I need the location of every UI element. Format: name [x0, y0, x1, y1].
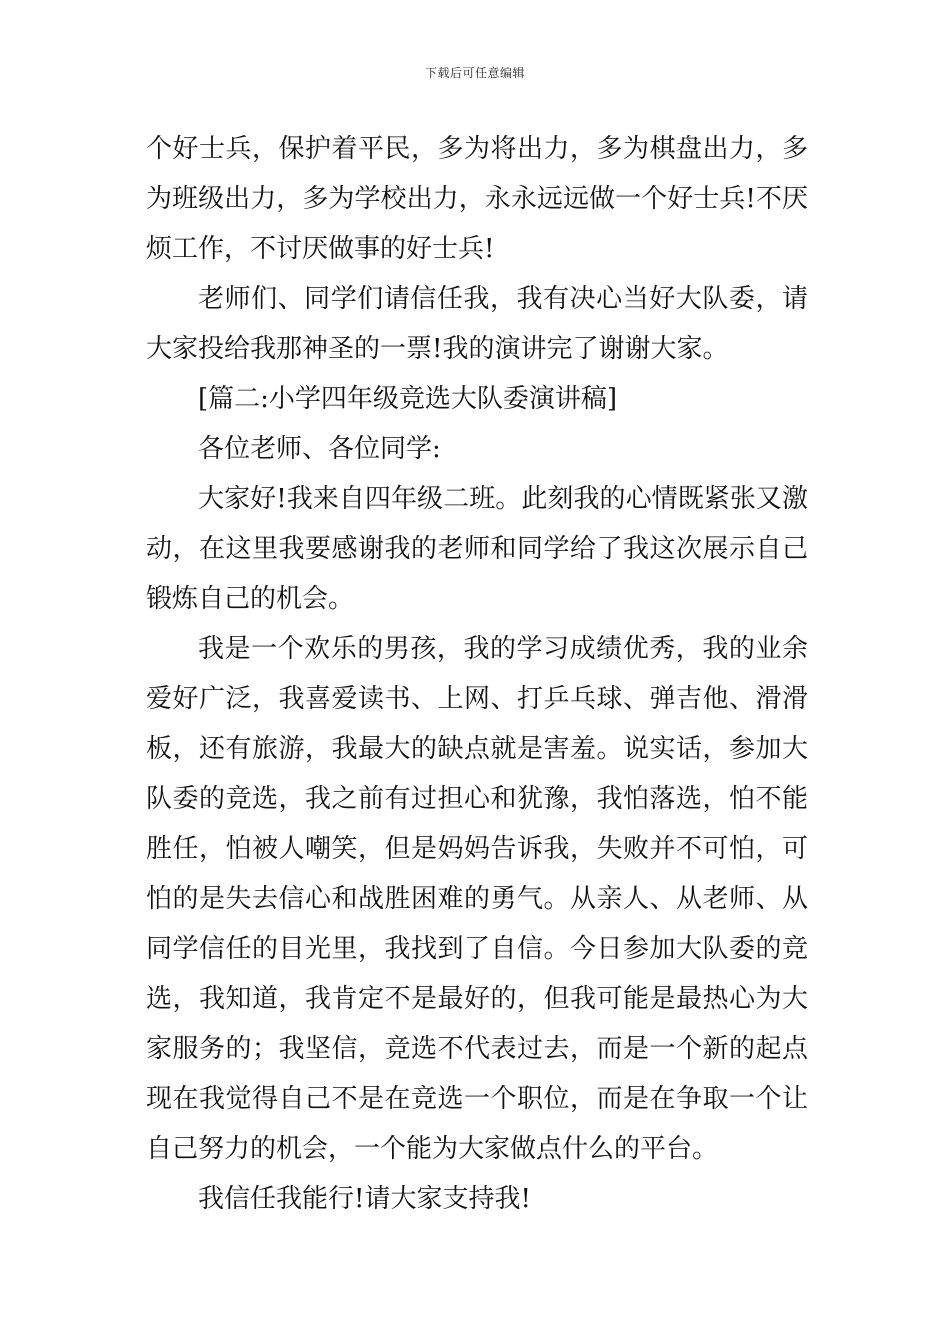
text-line: [篇二:小学四年级竞选大队委演讲稿] [198, 384, 618, 414]
text-line: 动，在这里我要感谢我的老师和同学给了我这次展示自己 [146, 534, 808, 564]
text-line: 我信任我能行!请大家支持我! [198, 1184, 531, 1214]
text-line: 队委的竞选，我之前有过担心和犹豫，我怕落选，怕不能 [146, 784, 808, 814]
text-line: 怕的是失去信心和战胜困难的勇气。从亲人、从老师、从 [146, 884, 808, 914]
page-header: 下载后可任意编辑 [424, 66, 525, 80]
text-line: 同学信任的目光里，我找到了自信。今日参加大队委的竞 [146, 934, 808, 964]
document-body [146, 124, 808, 1224]
text-line: 现在我觉得自己不是在竞选一个职位，而是在争取一个让 [146, 1084, 808, 1114]
text-line: 大家投给我那神圣的一票!我的演讲完了谢谢大家。 [146, 334, 729, 364]
text-line: 老师们、同学们请信任我，我有决心当好大队委，请 [198, 284, 808, 314]
text-line: 为班级出力，多为学校出力，永永远远做一个好士兵!不厌 [146, 184, 808, 214]
text-line: 家服务的；我坚信，竞选不代表过去，而是一个新的起点 [146, 1034, 808, 1064]
text-line: 烦工作，不讨厌做事的好士兵! [146, 234, 495, 264]
text-line: 锻炼自己的机会。 [146, 584, 355, 614]
text-line: 板，还有旅游，我最大的缺点就是害羞。说实话，参加大 [146, 734, 808, 764]
text-line: 自己努力的机会，一个能为大家做点什么的平台。 [146, 1134, 719, 1164]
text-line: 爱好广泛，我喜爱读书、上网、打乒乓球、弹吉他、滑滑 [146, 684, 808, 714]
text-line: 选，我知道，我肯定不是最好的，但我可能是最热心为大 [146, 984, 808, 1014]
text-line: 个好士兵，保护着平民，多为将出力，多为棋盘出力，多 [146, 134, 808, 164]
text-line: 大家好!我来自四年级二班。此刻我的心情既紧张又激 [198, 484, 808, 514]
text-line: 各位老师、各位同学: [198, 434, 441, 464]
text-line: 胜任，怕被人嘲笑，但是妈妈告诉我，失败并不可怕，可 [146, 834, 808, 864]
text-line: 我是一个欢乐的男孩，我的学习成绩优秀，我的业余 [198, 634, 808, 664]
